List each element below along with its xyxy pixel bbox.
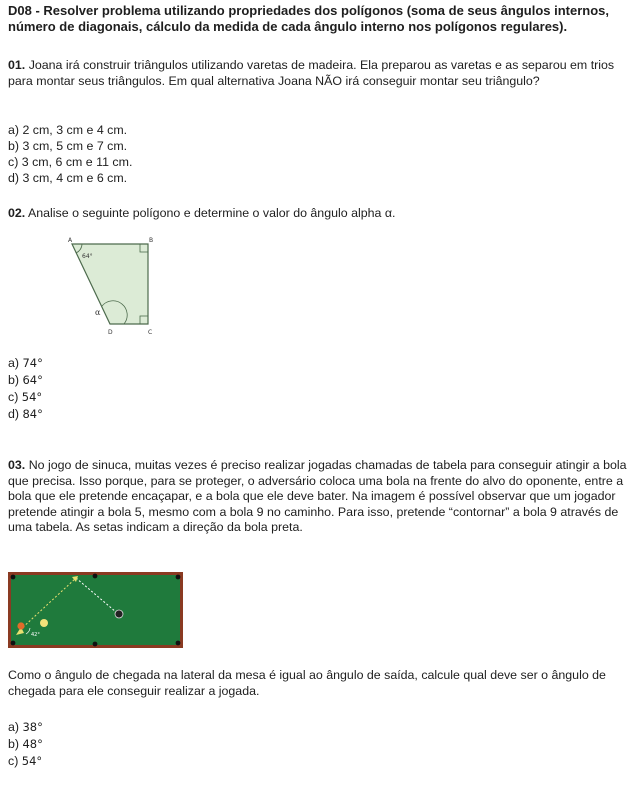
q2-option-d-letter: d) — [8, 407, 20, 421]
q2-option-a-value: 74° — [22, 356, 43, 370]
q3-option-a-value: 38° — [22, 720, 43, 734]
q2-option-d-value: 84° — [22, 407, 43, 421]
q2-option-c-value: 54° — [21, 390, 43, 404]
q2-option-d — [8, 407, 43, 423]
question-2-text: Analise o seguinte polígono e determine o valor do ângulo alpha α. — [28, 206, 396, 220]
question-1 — [8, 58, 638, 89]
question-3-text: No jogo de sinuca, muitas vezes é preciso realizar jogadas chamadas de tabela para conseguir atingir a bola que precisa. Isso porque, para se proteger, o adversário coloca uma bola na frente do alvo do oponente, entre a bola que ele pretende encaçapar, e a bola que ele deve bater. Na imagem é possível observar que um jogador pretende atingir a bola 5, mesmo com a bola 9 no caminho. Para isso, pretende “contornar” a bola 9 através de uma tabela. As setas indicam a direção da bola preta. — [8, 458, 627, 534]
pool-table-figure — [8, 572, 183, 648]
q1-option-a: a) 2 cm, 3 cm e 4 cm. — [8, 123, 128, 137]
q3-option-a-letter: a) — [8, 720, 20, 734]
q3-option-a — [8, 720, 43, 736]
q3-option-b-letter: b) — [8, 737, 20, 751]
q1-option-b: b) 3 cm, 5 cm e 7 cm. — [8, 139, 128, 153]
q3-option-c — [8, 754, 42, 770]
angle-42-label: 42° — [31, 632, 40, 638]
q2-option-c — [8, 390, 42, 406]
q3-option-b-value: 48° — [22, 737, 43, 751]
angle-64-label: 64° — [82, 253, 93, 260]
pocket-bottom-right — [176, 641, 181, 646]
pocket-top-left — [11, 575, 16, 580]
trapezoid-figure — [60, 236, 170, 346]
vertex-a-label: A — [68, 237, 73, 244]
pocket-top-middle — [93, 574, 98, 579]
question-1-text: Joana irá construir triângulos utilizando varetas de madeira. Ela preparou as varetas e as separou em trios para montar seus triângulos. Em qual alternativa Joana NÃO irá conseguir montar seu triângulo? — [8, 58, 615, 88]
question-3-number: 03. — [8, 458, 26, 472]
q3-option-b — [8, 737, 43, 753]
q2-option-c-letter: c) — [8, 390, 19, 404]
cue-ball-yellow — [40, 619, 48, 627]
pocket-bottom-middle — [93, 642, 98, 647]
q2-option-a — [8, 356, 43, 372]
vertex-b-label: B — [149, 237, 154, 244]
pocket-bottom-left — [11, 641, 16, 646]
question-2 — [8, 206, 395, 222]
q3-option-c-value: 54° — [21, 754, 43, 768]
alpha-label: α — [95, 308, 101, 317]
question-1-number: 01. — [8, 58, 26, 72]
q2-option-b — [8, 373, 43, 389]
ball-9 — [115, 610, 123, 618]
q2-option-b-letter: b) — [8, 373, 20, 387]
pocket-top-right — [176, 575, 181, 580]
ball-5 — [17, 622, 24, 629]
vertex-d-label: D — [108, 329, 113, 336]
question-3 — [8, 458, 640, 536]
q2-option-b-value: 64° — [22, 373, 43, 387]
q1-option-c: c) 3 cm, 6 cm e 11 cm. — [8, 155, 133, 169]
vertex-c-label: C — [148, 329, 153, 336]
question-3-prompt: Como o ângulo de chegada na lateral da mesa é igual ao ângulo de saída, calcule qual deve ser o ângulo de chegada para ele conseguir realizar a jogada. — [8, 668, 606, 698]
q2-option-a-letter: a) — [8, 356, 20, 370]
q1-option-d: d) 3 cm, 4 cm e 6 cm. — [8, 171, 128, 185]
q3-option-c-letter: c) — [8, 754, 19, 768]
page-title: D08 - Resolver problema utilizando propriedades dos polígonos (soma de seus ângulos internos, número de diagonais, cálculo da medida de cada ângulo interno nos polígonos regulares). — [8, 3, 609, 34]
question-2-number: 02. — [8, 206, 26, 220]
